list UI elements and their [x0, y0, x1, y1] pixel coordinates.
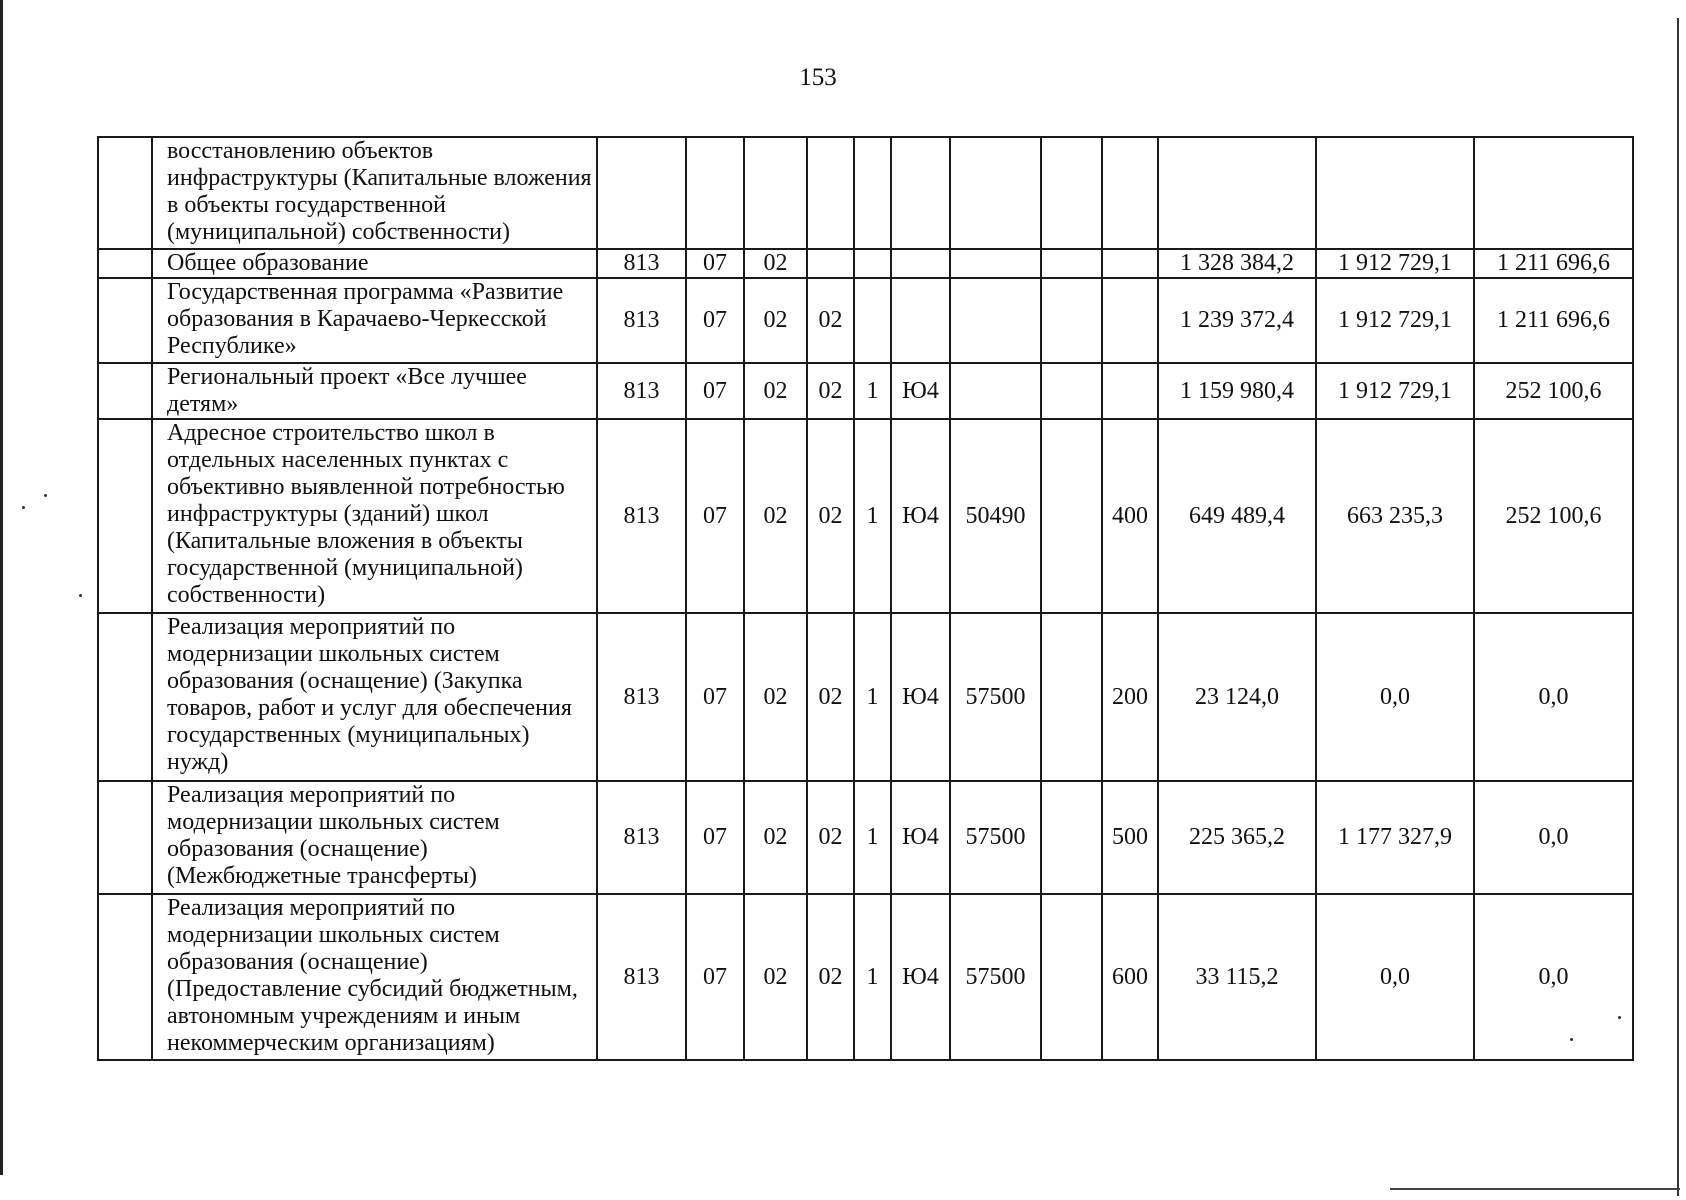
cell-program: 02: [807, 613, 854, 781]
cell-amount-year2: 1 912 729,1: [1316, 278, 1474, 363]
cell-subsection: 02: [744, 613, 807, 781]
table-body: [98, 137, 1633, 1060]
cell-amount-year2: 1 912 729,1: [1316, 249, 1474, 278]
cell-project: Ю4: [891, 419, 950, 613]
cell-amount-year3: 252 100,6: [1474, 419, 1633, 613]
cell-section: [686, 137, 744, 249]
cell-direction: [950, 363, 1041, 419]
cell-subsection: 02: [744, 363, 807, 419]
cell-direction: 50490: [950, 419, 1041, 613]
cell-expense-type: 400: [1102, 419, 1158, 613]
cell-amount-year3: 0,0: [1474, 613, 1633, 781]
cell-amount-year1: 649 489,4: [1158, 419, 1316, 613]
cell-section: 07: [686, 613, 744, 781]
cell-direction-extra: [1041, 363, 1102, 419]
cell-subsection: [744, 137, 807, 249]
cell-admin-code: 813: [597, 613, 686, 781]
cell-amount-year2: 1 912 729,1: [1316, 363, 1474, 419]
cell-subsection: 02: [744, 894, 807, 1060]
cell-item-name: восстановлению объектов инфраструктуры (Капитальные вложения в объекты государственной (муниципальной) собственности): [152, 137, 597, 249]
cell-program: [807, 137, 854, 249]
cell-direction: 57500: [950, 894, 1041, 1060]
cell-admin-code: 813: [597, 363, 686, 419]
cell-program: [807, 249, 854, 278]
cell-amount-year3: 1 211 696,6: [1474, 278, 1633, 363]
cell-amount-year1: 33 115,2: [1158, 894, 1316, 1060]
cell-subprogram: [854, 137, 891, 249]
cell-amount-year3: 0,0: [1474, 894, 1633, 1060]
cell-item-name: Реализация мероприятий по модернизации школьных систем образования (оснащение) (Предоставление субсидий бюджетным, автономным учреждениям и иным некоммерческим организациям): [152, 894, 597, 1060]
cell-program: 02: [807, 419, 854, 613]
cell-amount-year2: 0,0: [1316, 613, 1474, 781]
cell-project: [891, 278, 950, 363]
table-row: [98, 419, 1633, 613]
cell-direction: 57500: [950, 613, 1041, 781]
cell-direction: 57500: [950, 781, 1041, 894]
table-row: [98, 278, 1633, 363]
cell-admin-code: 813: [597, 249, 686, 278]
cell-number: [98, 249, 152, 278]
table-row: [98, 249, 1633, 278]
table-row: [98, 613, 1633, 781]
cell-direction-extra: [1041, 249, 1102, 278]
cell-amount-year3: 252 100,6: [1474, 363, 1633, 419]
cell-admin-code: 813: [597, 419, 686, 613]
cell-section: 07: [686, 781, 744, 894]
budget-table: [97, 136, 1634, 1061]
cell-admin-code: 813: [597, 894, 686, 1060]
cell-direction: [950, 249, 1041, 278]
cell-direction-extra: [1041, 781, 1102, 894]
table-row: [98, 363, 1633, 419]
cell-expense-type: [1102, 278, 1158, 363]
cell-expense-type: 500: [1102, 781, 1158, 894]
cell-direction-extra: [1041, 278, 1102, 363]
cell-amount-year1: 23 124,0: [1158, 613, 1316, 781]
scan-left-border: [0, 0, 3, 1175]
cell-expense-type: 200: [1102, 613, 1158, 781]
scan-speck: [22, 506, 25, 509]
cell-amount-year3: [1474, 137, 1633, 249]
cell-number: [98, 419, 152, 613]
cell-item-name: Реализация мероприятий по модернизации школьных систем образования (оснащение) (Межбюджетные трансферты): [152, 781, 597, 894]
cell-admin-code: 813: [597, 781, 686, 894]
cell-project: [891, 137, 950, 249]
cell-amount-year1: 1 159 980,4: [1158, 363, 1316, 419]
cell-amount-year3: 1 211 696,6: [1474, 249, 1633, 278]
cell-direction: [950, 137, 1041, 249]
cell-direction-extra: [1041, 613, 1102, 781]
cell-item-name: Региональный проект «Все лучшее детям»: [152, 363, 597, 419]
cell-subprogram: 1: [854, 419, 891, 613]
cell-amount-year2: 663 235,3: [1316, 419, 1474, 613]
cell-section: 07: [686, 278, 744, 363]
cell-subprogram: [854, 278, 891, 363]
cell-item-name: Общее образование: [152, 249, 597, 278]
cell-number: [98, 613, 152, 781]
cell-direction-extra: [1041, 137, 1102, 249]
cell-subsection: 02: [744, 781, 807, 894]
cell-number: [98, 781, 152, 894]
table-row: [98, 894, 1633, 1060]
cell-project: [891, 249, 950, 278]
table-row: [98, 137, 1633, 249]
cell-project: Ю4: [891, 894, 950, 1060]
cell-amount-year3: 0,0: [1474, 781, 1633, 894]
cell-expense-type: [1102, 137, 1158, 249]
cell-subprogram: 1: [854, 781, 891, 894]
scan-speck: [44, 494, 47, 497]
cell-section: 07: [686, 419, 744, 613]
cell-number: [98, 137, 152, 249]
cell-direction-extra: [1041, 419, 1102, 613]
page-number: 153: [799, 64, 837, 91]
cell-direction-extra: [1041, 894, 1102, 1060]
scan-bottom-line: [1390, 1188, 1680, 1190]
cell-program: 02: [807, 363, 854, 419]
cell-subprogram: 1: [854, 363, 891, 419]
cell-expense-type: [1102, 249, 1158, 278]
cell-project: Ю4: [891, 781, 950, 894]
cell-expense-type: [1102, 363, 1158, 419]
cell-program: 02: [807, 278, 854, 363]
cell-expense-type: 600: [1102, 894, 1158, 1060]
cell-amount-year2: 0,0: [1316, 894, 1474, 1060]
cell-subsection: 02: [744, 419, 807, 613]
cell-amount-year1: 1 239 372,4: [1158, 278, 1316, 363]
cell-amount-year1: 225 365,2: [1158, 781, 1316, 894]
cell-number: [98, 894, 152, 1060]
cell-admin-code: [597, 137, 686, 249]
cell-section: 07: [686, 249, 744, 278]
cell-number: [98, 363, 152, 419]
cell-item-name: Реализация мероприятий по модернизации школьных систем образования (оснащение) (Закупка товаров, работ и услуг для обеспечения государственных (муниципальных) нужд): [152, 613, 597, 781]
table-row: [98, 781, 1633, 894]
scan-right-border: [1677, 18, 1679, 1196]
cell-program: 02: [807, 781, 854, 894]
cell-section: 07: [686, 894, 744, 1060]
cell-item-name: Адресное строительство школ в отдельных населенных пунктах с объективно выявленной потребностью инфраструктуры (зданий) школ (Капитальные вложения в объекты государственной (муниципальной) собственности): [152, 419, 597, 613]
cell-amount-year2: [1316, 137, 1474, 249]
cell-subsection: 02: [744, 278, 807, 363]
cell-amount-year1: [1158, 137, 1316, 249]
cell-project: Ю4: [891, 613, 950, 781]
cell-program: 02: [807, 894, 854, 1060]
cell-section: 07: [686, 363, 744, 419]
cell-subprogram: [854, 249, 891, 278]
cell-subsection: 02: [744, 249, 807, 278]
cell-project: Ю4: [891, 363, 950, 419]
cell-subprogram: 1: [854, 613, 891, 781]
cell-amount-year1: 1 328 384,2: [1158, 249, 1316, 278]
cell-subprogram: 1: [854, 894, 891, 1060]
cell-item-name: Государственная программа «Развитие образования в Карачаево-Черкесской Республике»: [152, 278, 597, 363]
scan-speck: [79, 594, 82, 597]
cell-number: [98, 278, 152, 363]
cell-admin-code: 813: [597, 278, 686, 363]
cell-amount-year2: 1 177 327,9: [1316, 781, 1474, 894]
cell-direction: [950, 278, 1041, 363]
